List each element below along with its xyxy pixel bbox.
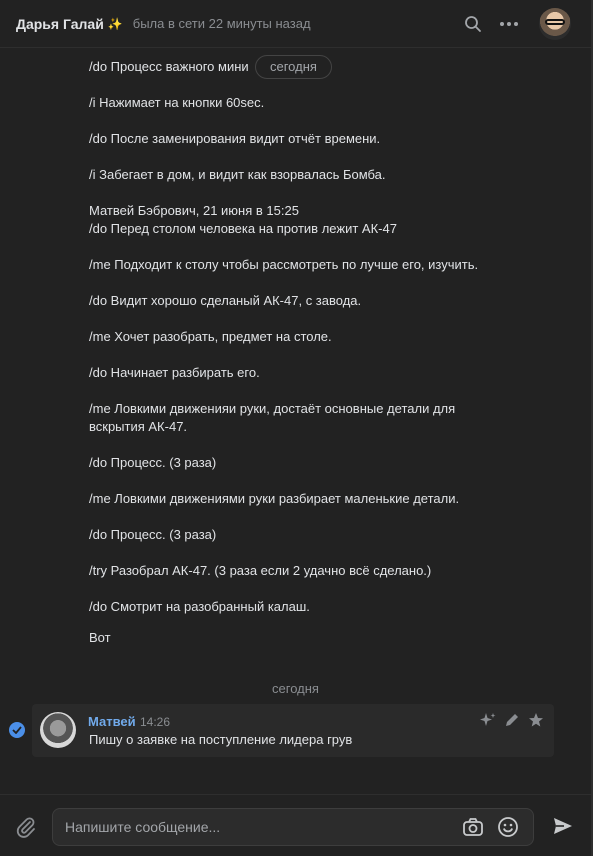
selected-message[interactable]: [32, 704, 554, 757]
message-line: /do Процесс. (3 раза): [89, 455, 217, 470]
camera-icon[interactable]: [462, 816, 484, 838]
message-line: /me Ловкими движенияи руки, достаёт основные детали для: [89, 401, 456, 416]
avatar[interactable]: [40, 712, 76, 748]
date-pill: сегодня: [255, 55, 332, 79]
status-emoji: ✨: [107, 16, 123, 31]
message-line: /i Нажимает на кнопки 60sec.: [89, 95, 265, 110]
message-time[interactable]: 14:26: [140, 715, 171, 729]
message-line: /me Ловкими движениями руки разбирает маленькие детали.: [89, 491, 460, 506]
message-composer: [0, 794, 591, 856]
message-line: /do Начинает разбирать его.: [89, 365, 260, 380]
contact-name[interactable]: Дарья Галай: [16, 15, 104, 32]
message-text: Пишу о заявке на поступление лидера грув: [89, 732, 353, 747]
smile-icon[interactable]: [497, 816, 519, 838]
online-status: была в сети 22 минуты назад: [132, 16, 311, 31]
glasses-decoration: [545, 19, 565, 25]
avatar[interactable]: [539, 8, 571, 40]
sparkle-icon[interactable]: [480, 712, 496, 728]
date-separator: сегодня: [272, 681, 319, 696]
message-line: /do Процесс важного мини: [89, 59, 249, 74]
message-line: /try Разобрал АК-47. (3 раза если 2 удачно всё сделано.): [89, 563, 432, 578]
chat-header: [0, 0, 591, 48]
attach-icon[interactable]: [14, 815, 38, 839]
message-line: /i Забегает в дом, и видит как взорвалась Бомба.: [89, 167, 386, 182]
star-icon[interactable]: [528, 712, 544, 728]
message-input[interactable]: [65, 809, 455, 845]
message-line: вскрытия АК-47.: [89, 419, 188, 434]
check-icon[interactable]: [9, 722, 25, 738]
message-line: /do Перед столом человека на против лежит АК-47: [89, 221, 397, 236]
message-input-box[interactable]: [52, 808, 534, 846]
message-line: /do Видит хорошо сделаный АК-47, с завода.: [89, 293, 362, 308]
message-history[interactable]: [0, 49, 591, 794]
edit-icon[interactable]: [504, 712, 520, 728]
message-line: /do После заменирования видит отчёт времени.: [89, 131, 381, 146]
message-line: Вот: [89, 630, 111, 645]
message-line: /me Хочет разобрать, предмет на столе.: [89, 329, 332, 344]
message-line: /do Процесс. (3 раза): [89, 527, 217, 542]
message-author[interactable]: Матвей: [88, 714, 136, 729]
more-icon[interactable]: [497, 12, 521, 36]
message-actions: [480, 712, 544, 728]
message-line: Матвей Бэбрович, 21 июня в 15:25: [89, 203, 299, 218]
search-icon[interactable]: [461, 12, 485, 36]
message-line: /do Смотрит на разобранный калаш.: [89, 599, 310, 614]
send-icon[interactable]: [552, 815, 576, 839]
message-line: /me Подходит к столу чтобы рассмотреть по лучше его, изучить.: [89, 257, 479, 272]
